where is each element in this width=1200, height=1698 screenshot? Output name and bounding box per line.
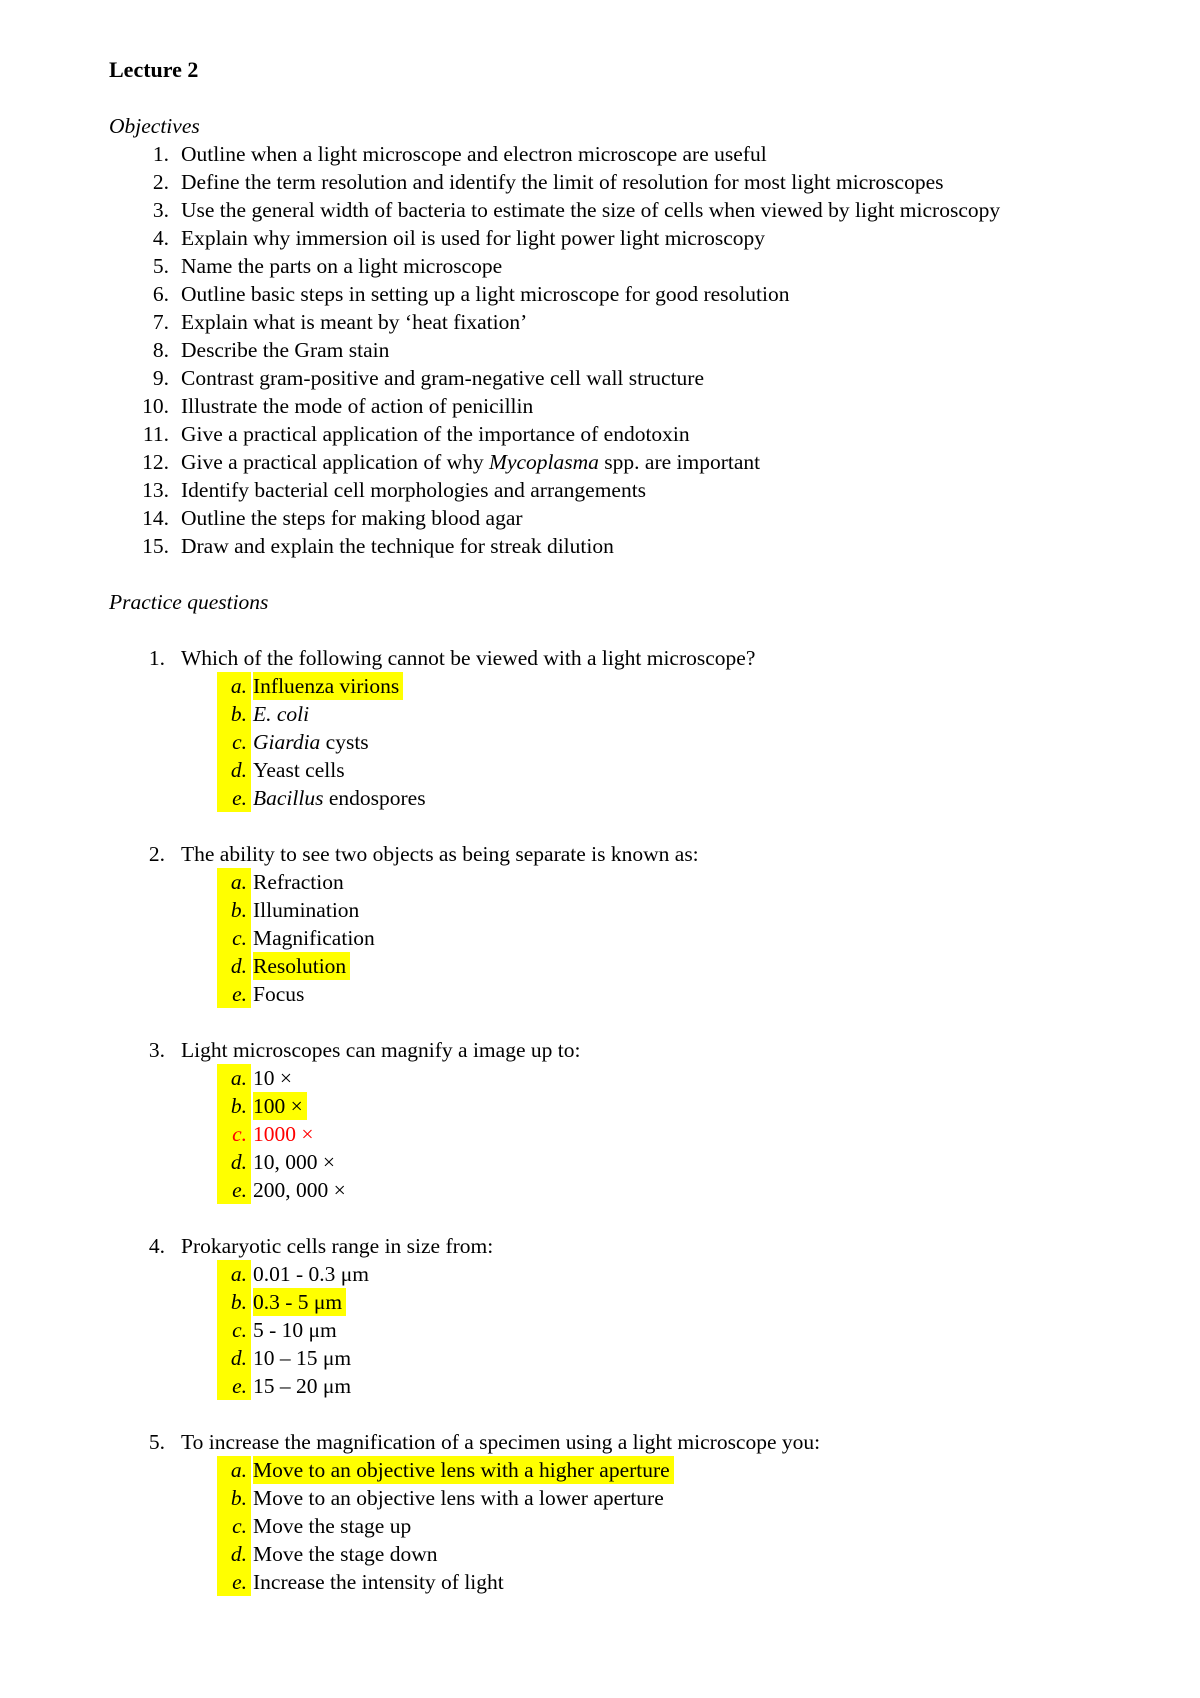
option-text: 10 – 15 μm	[253, 1346, 352, 1370]
objective-text: Use the general width of bacteria to estimate the size of cells when viewed by light microscopy	[181, 198, 1001, 222]
answer-option	[109, 1120, 1169, 1148]
option-letter: e.	[217, 1176, 251, 1204]
answer-option	[109, 728, 1169, 756]
option-letter: a.	[217, 1456, 251, 1484]
question-text: Which of the following cannot be viewed with a light microscope?	[181, 646, 756, 670]
option-text: 0.01 - 0.3 μm	[253, 1262, 370, 1286]
option-letter: d.	[217, 1540, 251, 1568]
answer-option	[109, 1148, 1169, 1176]
answer-option	[109, 896, 1169, 924]
objective-item	[109, 420, 1169, 448]
question-stem	[109, 644, 1169, 672]
option-text: Move to an objective lens with a higher aperture	[253, 1456, 674, 1484]
option-text: Move to an objective lens with a lower aperture	[253, 1486, 664, 1510]
option-text: 0.3 - 5 μm	[253, 1288, 346, 1316]
answer-option	[109, 672, 1169, 700]
objective-number: 3.	[152, 198, 169, 222]
objective-number: 12.	[142, 450, 169, 474]
objective-text: Outline the steps for making blood agar	[181, 506, 523, 530]
option-letter: e.	[217, 784, 251, 812]
option-text-italic: Bacillus	[253, 786, 324, 810]
option-text: Resolution	[253, 952, 350, 980]
answer-option	[109, 784, 1169, 812]
answer-option	[109, 1176, 1169, 1204]
option-text: 1000 ×	[253, 1122, 314, 1146]
practice-question	[109, 1428, 1169, 1596]
option-letter: c.	[217, 1512, 251, 1540]
lecture-title: Lecture 2	[109, 57, 199, 82]
answer-option	[109, 700, 1169, 728]
option-text: Illumination	[253, 898, 360, 922]
option-text: Increase the intensity of light	[253, 1570, 504, 1594]
objective-number: 4.	[152, 226, 169, 250]
option-letter: d.	[217, 952, 251, 980]
objective-text: Give a practical application of the importance of endotoxin	[181, 422, 690, 446]
option-letter: a.	[217, 868, 251, 896]
objective-text: Explain why immersion oil is used for light power light microscopy	[181, 226, 766, 250]
option-text: Yeast cells	[253, 758, 345, 782]
option-letter: e.	[217, 1568, 251, 1596]
answer-option	[109, 756, 1169, 784]
objective-text: Illustrate the mode of action of penicillin	[181, 394, 534, 418]
objective-text: Explain what is meant by ‘heat fixation’	[181, 310, 528, 334]
option-letter: c.	[217, 1120, 251, 1148]
objective-item	[109, 504, 1169, 532]
objective-text: Name the parts on a light microscope	[181, 254, 503, 278]
option-text: Influenza virions	[253, 672, 403, 700]
option-text: 10, 000 ×	[253, 1150, 336, 1174]
option-letter: c.	[217, 728, 251, 756]
option-letter: d.	[217, 1148, 251, 1176]
objectives-list	[109, 140, 1169, 560]
question-number: 2.	[148, 842, 165, 866]
question-text: Light microscopes can magnify a image up to:	[181, 1038, 581, 1062]
answer-option	[109, 1260, 1169, 1288]
objective-number: 2.	[152, 170, 169, 194]
answer-option	[109, 1064, 1169, 1092]
objective-item	[109, 336, 1169, 364]
option-letter: a.	[217, 1260, 251, 1288]
objective-text-part: Give a practical application of why	[181, 450, 490, 474]
objective-text	[181, 448, 760, 476]
option-letter: a.	[217, 672, 251, 700]
option-text	[253, 700, 309, 728]
answer-option	[109, 1372, 1169, 1400]
answer-option	[109, 1316, 1169, 1344]
option-text: 5 - 10 μm	[253, 1318, 337, 1342]
objective-item	[109, 392, 1169, 420]
objective-text: Describe the Gram stain	[181, 338, 390, 362]
objective-text: Draw and explain the technique for streak dilution	[181, 534, 614, 558]
option-text: Refraction	[253, 870, 344, 894]
question-stem	[109, 840, 1169, 868]
option-letter: b.	[217, 896, 251, 924]
question-number: 5.	[148, 1430, 165, 1454]
option-text	[253, 784, 426, 812]
practice-question	[109, 1232, 1169, 1400]
objective-number: 1.	[152, 142, 169, 166]
question-number: 4.	[148, 1234, 165, 1258]
practice-question	[109, 644, 1169, 812]
objective-text-italic: Mycoplasma	[489, 450, 599, 474]
objective-number: 8.	[152, 338, 169, 362]
practice-questions-heading: Practice questions	[109, 590, 269, 614]
option-text: Focus	[253, 982, 305, 1006]
option-text: 15 – 20 μm	[253, 1374, 352, 1398]
practice-question	[109, 840, 1169, 1008]
question-stem	[109, 1036, 1169, 1064]
objective-text: Define the term resolution and identify the limit of resolution for most light microscopes	[181, 170, 944, 194]
objective-item	[109, 140, 1169, 168]
question-stem	[109, 1428, 1169, 1456]
answer-option	[109, 924, 1169, 952]
objective-number: 6.	[152, 282, 169, 306]
option-text: Move the stage up	[253, 1514, 412, 1538]
objective-number: 10.	[142, 394, 169, 418]
objective-item	[109, 532, 1169, 560]
objective-text: Outline basic steps in setting up a light microscope for good resolution	[181, 282, 790, 306]
answer-option	[109, 1540, 1169, 1568]
question-text: Prokaryotic cells range in size from:	[181, 1234, 494, 1258]
objective-item	[109, 196, 1169, 224]
option-text: 10 ×	[253, 1066, 293, 1090]
option-text: 200, 000 ×	[253, 1178, 346, 1202]
answer-option	[109, 1568, 1169, 1596]
option-letter: b.	[217, 700, 251, 728]
option-text-italic: Giardia	[253, 730, 321, 754]
option-letter: c.	[217, 1316, 251, 1344]
objective-text: Identify bacterial cell morphologies and arrangements	[181, 478, 647, 502]
objective-number: 14.	[142, 506, 169, 530]
answer-option	[109, 1092, 1169, 1120]
answer-option	[109, 1456, 1169, 1484]
option-letter: b.	[217, 1288, 251, 1316]
objective-item	[109, 280, 1169, 308]
objective-text: Outline when a light microscope and electron microscope are useful	[181, 142, 767, 166]
practice-questions-list	[109, 644, 1169, 1624]
answer-option	[109, 1484, 1169, 1512]
answer-option	[109, 1288, 1169, 1316]
answer-option	[109, 1344, 1169, 1372]
option-letter: e.	[217, 1372, 251, 1400]
question-text: The ability to see two objects as being separate is known as:	[181, 842, 699, 866]
option-letter: d.	[217, 1344, 251, 1372]
option-text-italic: E. coli	[253, 702, 310, 726]
question-stem	[109, 1232, 1169, 1260]
objective-item	[109, 252, 1169, 280]
option-text-part: endospores	[323, 786, 426, 810]
objective-item	[109, 476, 1169, 504]
option-letter: b.	[217, 1092, 251, 1120]
objective-text: Contrast gram-positive and gram-negative cell wall structure	[181, 366, 704, 390]
objective-item	[109, 448, 1169, 476]
objective-number: 11.	[142, 422, 169, 446]
answer-option	[109, 980, 1169, 1008]
objective-number: 7.	[152, 310, 169, 334]
question-number: 1.	[148, 646, 165, 670]
option-letter: b.	[217, 1484, 251, 1512]
objective-item	[109, 308, 1169, 336]
objectives-heading: Objectives	[109, 114, 200, 138]
answer-option	[109, 952, 1169, 980]
option-text: 100 ×	[253, 1092, 307, 1120]
option-text: Magnification	[253, 926, 375, 950]
option-letter: e.	[217, 980, 251, 1008]
option-text: Move the stage down	[253, 1542, 438, 1566]
objective-item	[109, 364, 1169, 392]
option-letter: c.	[217, 924, 251, 952]
option-letter: a.	[217, 1064, 251, 1092]
question-text: To increase the magnification of a specimen using a light microscope you:	[181, 1430, 821, 1454]
question-number: 3.	[148, 1038, 165, 1062]
practice-question	[109, 1036, 1169, 1204]
objective-number: 5.	[152, 254, 169, 278]
answer-option	[109, 868, 1169, 896]
objective-number: 9.	[152, 366, 169, 390]
option-text	[253, 728, 369, 756]
answer-option	[109, 1512, 1169, 1540]
objective-number: 13.	[142, 478, 169, 502]
option-letter: d.	[217, 756, 251, 784]
objective-item	[109, 168, 1169, 196]
objective-number: 15.	[142, 534, 169, 558]
objective-text-part: spp. are important	[598, 450, 761, 474]
objective-item	[109, 224, 1169, 252]
option-text-part: cysts	[320, 730, 369, 754]
